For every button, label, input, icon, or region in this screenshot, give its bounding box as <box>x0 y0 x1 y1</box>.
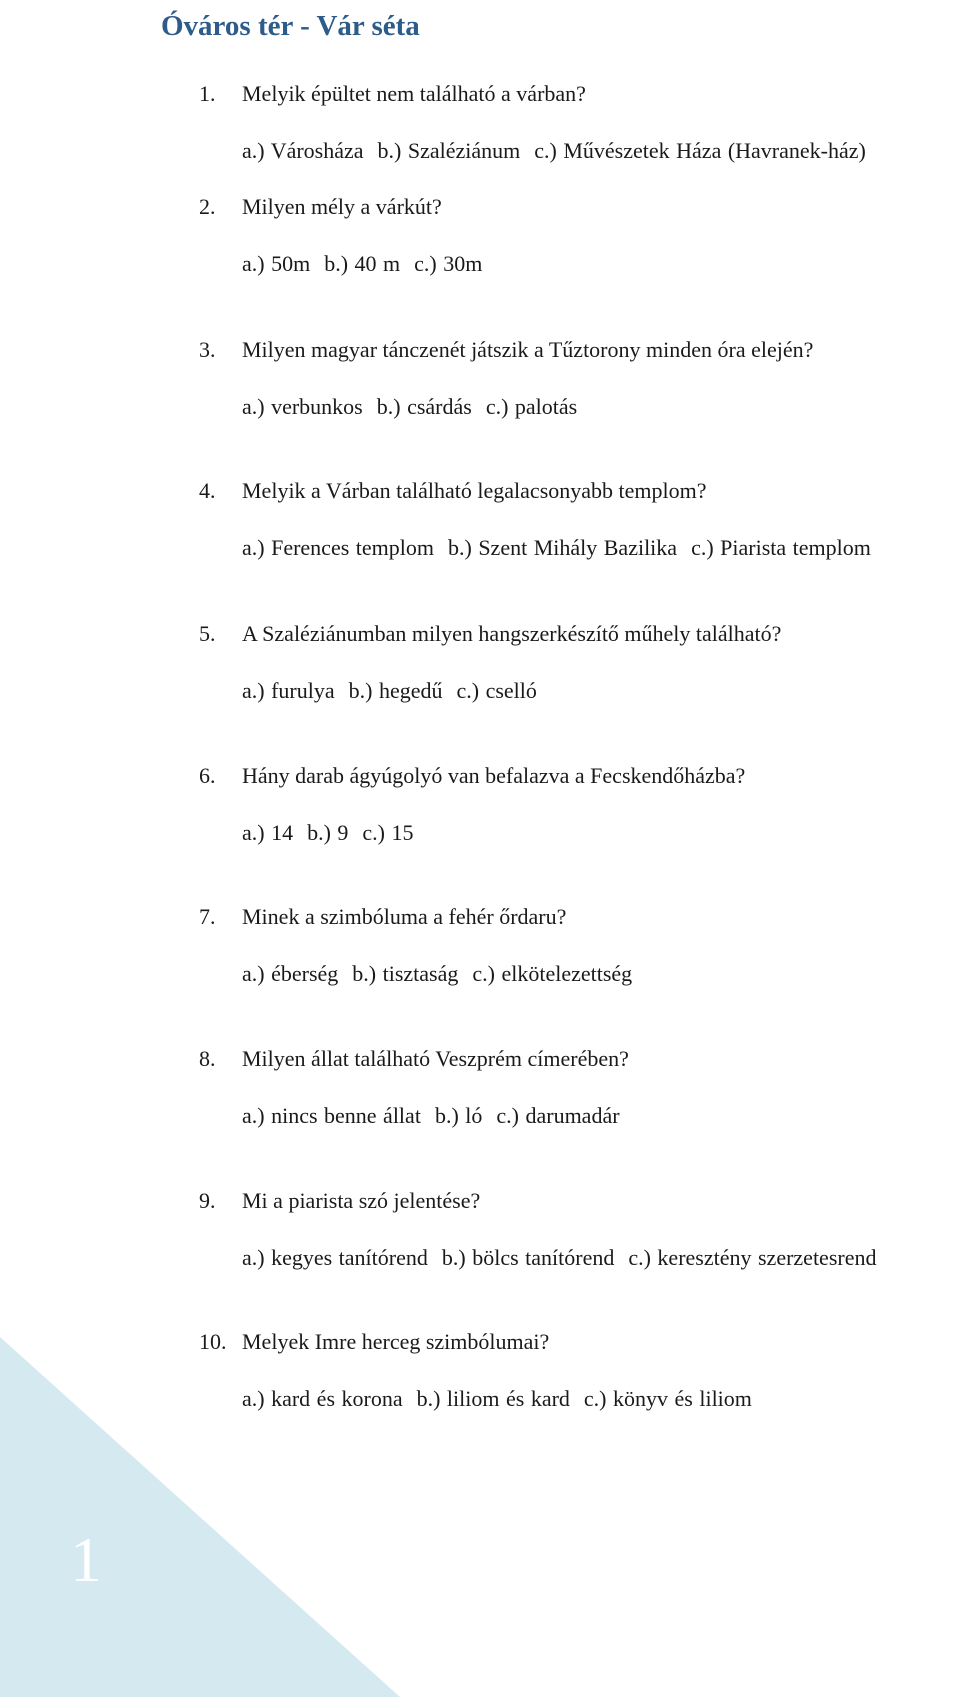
answer-option-b: b.) ló <box>434 1103 483 1128</box>
answer-option-b: b.) csárdás <box>376 394 472 419</box>
answer-option-b: b.) 40 m <box>324 251 401 276</box>
question-3 <box>199 336 813 364</box>
question-number: 6. <box>199 763 216 788</box>
question-8 <box>199 1045 629 1073</box>
page-title: Óváros tér - Vár séta <box>161 10 420 42</box>
question-text: Mi a piarista szó jelentése? <box>242 1188 481 1213</box>
question-9 <box>199 1187 480 1215</box>
question-number: 4. <box>199 478 216 503</box>
answer-options-3 <box>242 393 577 421</box>
answer-option-a: a.) verbunkos <box>242 394 363 419</box>
answer-option-a: a.) 14 <box>242 820 294 845</box>
question-text: Milyen mély a várkút? <box>242 194 442 219</box>
question-7 <box>199 903 566 931</box>
answer-options-4 <box>242 534 871 562</box>
answer-option-c: c.) elkötelezettség <box>472 961 633 986</box>
answer-option-c: c.) keresztény szerzetesrend <box>628 1245 877 1270</box>
question-number: 5. <box>199 621 216 646</box>
question-number: 7. <box>199 904 216 929</box>
answer-options-1 <box>242 137 866 165</box>
question-text: Hány darab ágyúgolyó van befalazva a Fecskendőházba? <box>242 763 746 788</box>
answer-option-c: c.) darumadár <box>496 1103 620 1128</box>
answer-option-c: c.) Művészetek Háza (Havranek-ház) <box>534 138 866 163</box>
answer-option-c: c.) Piarista templom <box>691 535 871 560</box>
question-4 <box>199 477 707 505</box>
question-5 <box>199 620 781 648</box>
answer-options-8 <box>242 1102 620 1130</box>
answer-option-b: b.) Szent Mihály Bazilika <box>448 535 678 560</box>
question-2 <box>199 193 442 221</box>
question-text: Melyik épültet nem található a várban? <box>242 81 586 106</box>
question-text: Melyek Imre herceg szimbólumai? <box>242 1329 550 1354</box>
question-text: Minek a szimbóluma a fehér őrdaru? <box>242 904 567 929</box>
question-number: 2. <box>199 194 216 219</box>
question-text: Milyen állat található Veszprém címerében? <box>242 1046 629 1071</box>
page-number: 1 <box>70 1524 102 1595</box>
answer-option-c: c.) könyv és liliom <box>583 1386 752 1411</box>
question-text: A Szaléziánumban milyen hangszerkészítő műhely található? <box>242 621 782 646</box>
question-text: Melyik a Várban található legalacsonyabb templom? <box>242 478 707 503</box>
answer-option-c: c.) 15 <box>362 820 414 845</box>
answer-option-a: a.) nincs benne állat <box>242 1103 421 1128</box>
answer-option-c: c.) cselló <box>456 678 537 703</box>
answer-option-c: c.) 30m <box>414 251 483 276</box>
question-10 <box>199 1328 549 1356</box>
question-number: 10. <box>199 1329 227 1354</box>
question-number: 3. <box>199 337 216 362</box>
answer-option-b: b.) Szaléziánum <box>377 138 521 163</box>
answer-option-b: b.) hegedű <box>348 678 443 703</box>
answer-option-c: c.) palotás <box>485 394 578 419</box>
answer-option-a: a.) Ferences templom <box>242 535 434 560</box>
answer-options-7 <box>242 960 632 988</box>
question-1 <box>199 80 586 108</box>
answer-option-a: a.) kard és korona <box>242 1386 403 1411</box>
question-number: 9. <box>199 1188 216 1213</box>
answer-option-b: b.) tisztaság <box>352 961 459 986</box>
answer-option-a: a.) kegyes tanítórend <box>242 1245 428 1270</box>
answer-option-a: a.) furulya <box>242 678 335 703</box>
question-number: 1. <box>199 81 216 106</box>
answer-options-2 <box>242 250 482 278</box>
question-6 <box>199 762 745 790</box>
answer-option-a: a.) 50m <box>242 251 311 276</box>
answer-options-5 <box>242 677 537 705</box>
answer-option-a: a.) éberség <box>242 961 339 986</box>
answer-option-b: b.) liliom és kard <box>416 1386 570 1411</box>
answer-options-9 <box>242 1244 876 1272</box>
answer-options-6 <box>242 819 414 847</box>
answer-option-a: a.) Városháza <box>242 138 364 163</box>
question-text: Milyen magyar tánczenét játszik a Tűztorony minden óra elején? <box>242 337 814 362</box>
question-number: 8. <box>199 1046 216 1071</box>
answer-options-10 <box>242 1385 752 1413</box>
answer-option-b: b.) 9 <box>307 820 349 845</box>
answer-option-b: b.) bölcs tanítórend <box>441 1245 615 1270</box>
